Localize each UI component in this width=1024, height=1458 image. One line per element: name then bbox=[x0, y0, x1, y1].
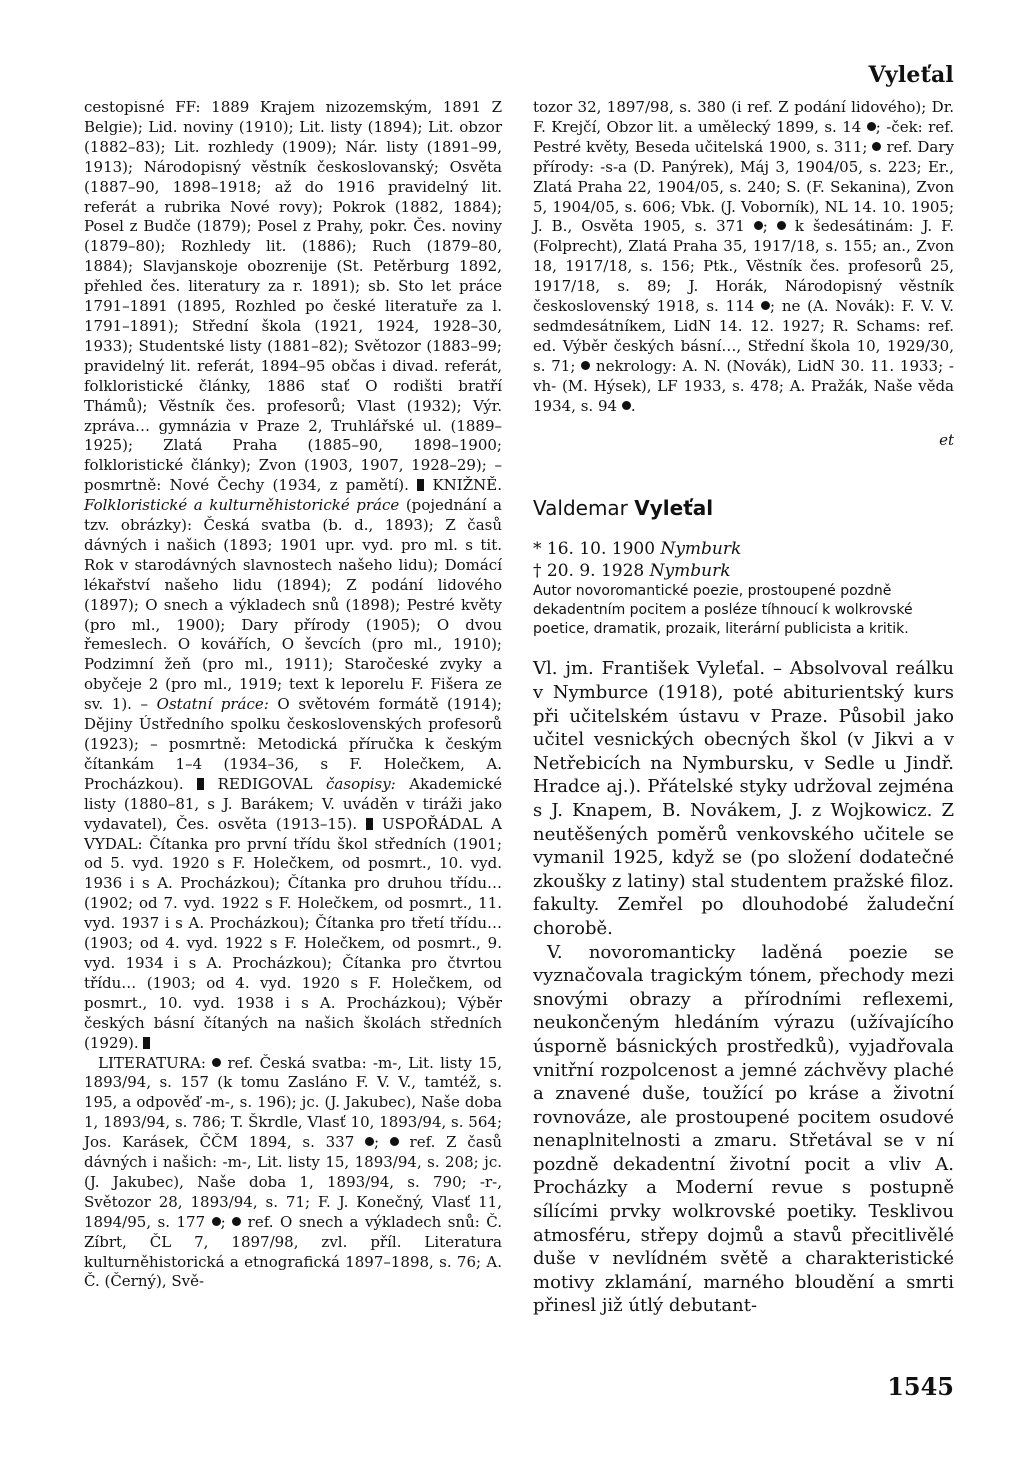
section-square-icon bbox=[417, 479, 424, 491]
entry-dates bbox=[533, 538, 954, 582]
death-place: Nymburk bbox=[649, 561, 731, 582]
birth-date: * 16. 10. 1900 bbox=[533, 539, 656, 560]
literature-continuation: tozor 32, 1897/98, s. 380 (i ref. Z podání lidového); Dr. F. Krejčí, Obzor lit. a umělecký 1899, s. 14 ; -ček: ref. Pestré květy, Beseda učitelská 1900, s. 311; ref. Dary přírody: -s-a (D. Panýrek), Máj 3, 1904/05, s. 223; Er., Zlatá Praha 22, 1904/05, s. 240; S. (F. Sekanina), Zvon 5, 1904/05, s. 606; Vbk. (J. Voborník), NL 14. 10. 1905; J. B., Osvěta 1905, s. 371 ; k šedesátinám: J. F. (Folprecht), Zlatá Praha 35, 1917/18, s. 155; an., Zvon 18, 1917/18, s. 156; Ptk., Věstník čes. profesorů 25, 1917/18, s. 89; J. Horák, Národopisný věstník československý 1918, s. 114 ; ne (A. Novák): F. V. V. sedmdesátníkem, LidN 14. 12. 1927; R. Schams: ref. ed. Výběr českých básní…, Střední škola 10, 1929/30, s. 71; nekrology: A. N. (Novák), LidN 30. 11. 1933; -vh- (M. Hýsek), LF 1933, s. 478; A. Pražák, Naše věda 1934, s. 94 . bbox=[533, 98, 954, 415]
literature-text-3: ref. O snech a výkladech snů: Č. Zíbrt, ČL 7, 1897/98, zvl. příl. Literatura kulturněhistorická a etnografická 1897–1898, s. 76; A. Č. (Černý), Svě- bbox=[84, 1212, 503, 1291]
right-column bbox=[533, 98, 954, 1318]
bullet-dot-icon bbox=[212, 1217, 221, 1226]
page-number: 1545 bbox=[887, 1372, 954, 1401]
author-signature: et bbox=[939, 430, 954, 449]
bullet-dot-icon bbox=[622, 401, 631, 410]
periodicals-text: cestopisné FF: 1889 Krajem nizozemským, 1891 Z Belgie); Lid. noviny (1910); Lit. listy (1894); Lit. obzor (1882–83); Lit. rozhledy (1909); Nár. listy (1891–99, 1913); Národopisný věstník českoslovanský; Osvěta (1887–90, 1898–1918; až do 1916 pravidelný lit. referát a rubrika Nové rovy); Pokrok (1882, 1884); Posel z Budče (1879); Posel z Prahy, pokr. Čes. noviny (1879–80); Rozhledy lit. (1886); Ruch (1879–80, 1884); Slavjanskoje obozrenije (St. Petěrburg 1892, přehled čes. literatury za r. 1891); sb. Sto let práce 1791–1891 (1895, Rozhled po české literatuře za l. 1791–1891); Střední škola (1921, 1924, 1928–30, 1933); Studentské listy (1881–82); Světozor (1883–99; pravidelný lit. referát, 1894–95 občas i divad. referát, folkloristické články, 1886 stať O rodišti bratří Thámů); Věstník čes. profesorů; Vlast (1932); Výr. zpráva… gymnázia v Praze 2, Truhlářské ul. (1889–1925); Zlatá Praha (1885–90, 1898–1900; folkloristické články); Zvon (1903, 1907, 1928–29); – posmrtně: Nové Čechy (1934, z pamětí). bbox=[84, 98, 502, 495]
entry-surname: Vyleťal bbox=[634, 496, 714, 521]
folklore-works-label: Folkloristické a kulturněhistorické práce bbox=[84, 496, 400, 515]
bullet-dot-icon bbox=[761, 301, 770, 310]
edited-label: REDIGOVAL bbox=[217, 774, 327, 793]
folklore-works-text: (pojednání a tzv. obrázky): Česká svatba (b. d., 1893); Z časů dávných i našich (1893; 1901 upr. vyd. pro ml. s tit. Rok v starodávných slavnostech našeho lidu); Domácí lékařství našeho lidu (1894); Z podání lidového (1897); O snech a výkladech snů (1898); Pestré květy (pro ml., 1900); Dary přírody (1905); O dvou řemeslech. O kovářích, O ševcích (pro ml., 1910); Podzimní žeň (pro ml., 1911); Staročeské zvyky a obyčeje 2 (pro ml., 1919; text k leporelu F. Fišera ze sv. 1). – bbox=[84, 496, 502, 714]
lit-cont-4: k šedesátinám: J. F. (Folprecht), Zlatá Praha 35, 1917/18, s. 155; an., Zvon 18, 1917/18, s. 156; Ptk., Věstník čes. profesorů 25, 1917/18, s. 89; J. Horák, Národopisný věstník československý 1918, s. 114 bbox=[533, 217, 954, 316]
birth-line bbox=[533, 538, 954, 560]
running-head: Vyleťal bbox=[868, 62, 954, 88]
section-square-icon bbox=[197, 778, 204, 790]
bibliography-paragraph bbox=[84, 98, 502, 1054]
lit-cont-2: ; -ček: ref. Pestré květy, Beseda učitelská 1900, s. 311; bbox=[533, 117, 954, 156]
literature-label: LITERATURA: bbox=[98, 1053, 213, 1072]
bullet-dot-icon bbox=[867, 122, 876, 131]
lit-cont-5: ; ne (A. Novák): F. V. V. sedmdesátníkem, LidN 14. 12. 1927; R. Schams: ref. ed. Výběr českých básní…, Střední škola 10, 1929/30, s. 71; bbox=[533, 297, 954, 375]
bullet-dot-icon bbox=[390, 1137, 399, 1146]
lit-cont-1: tozor 32, 1897/98, s. 380 (i ref. Z podání lidového); Dr. F. Krejčí, Obzor lit. a umělecký 1899, s. 14 bbox=[533, 98, 954, 136]
lit-cont-6: nekrology: A. N. (Novák), LidN 30. 11. 1933; -vh- (M. Hýsek), LF 1933, s. 478; A. Pražák, Naše věda 1934, s. 94 bbox=[533, 356, 954, 415]
bullet-dot-icon bbox=[212, 1058, 221, 1067]
bullet-dot-icon bbox=[777, 221, 786, 230]
birth-place: Nymburk bbox=[660, 539, 742, 560]
left-column bbox=[84, 98, 502, 1292]
biography-paragraph-2: V. novoromanticky laděná poezie se vyznačovala tragickým tónem, přechody mezi snovými obrazy a přírodními reflexemi, neukončeným hledáním výrazu (užívajícího úsporně básnických prostředků), vyjadřovala vnitřní rozpolcenost a jemné záchvěvy plaché a znavené duše, toužící po kráse a životní rovnováze, ale prostoupené pocitem osudové nenaplnitelnosti a zmaru. Střetával se v ní pozdně dekadentní životní pocit a vliv A. Procházky a Moderní revue s postupně sílícími prvky wolkrovské poetiky. Tesklivou atmosféru, střepy dojmů a stavů přecitlivělé duše v nevlídném světě a charakteristické motivy zklamání, marného bloudění a smrti přinesl již útlý debutant- bbox=[533, 941, 954, 1317]
lit-cont-3: ref. Dary přírody: -s-a (D. Panýrek), Máj 3, 1904/05, s. 223; Er., Zlatá Praha 22, 1904/05, s. 240; S. (F. Sekanina), Zvon 5, 1904/05, s. 606; Vbk. (J. Voborník), NL 14. 10. 1905; J. B., Osvěta 1905, s. 371 bbox=[533, 137, 954, 236]
death-date: † 20. 9. 1928 bbox=[533, 561, 645, 582]
death-line bbox=[533, 560, 954, 582]
literature-paragraph: LITERATURA: ref. Česká svatba: -m-, Lit. listy 15, 1893/94, s. 157 (k tomu Zasláno F. V. V., tamtéž, s. 195, a odpověď -m-, s. 196); jc. (J. Jakubec), Naše doba 1, 1893/94, s. 786; T. Škrdle, Vlasť 10, 1893/94, s. 564; Jos. Karásek, ČČM 1894, s. 337 ; ref. Z časů dávných i našich: -m-, Lit. listy 15, 1893/94, s. 208; jc. (J. Jakubec), Naše doba 1, 1893/94, s. 790; -r-, Světozor 28, 1893/94, s. 71; F. J. Konečný, Vlasť 11, 1894/95, s. 177 ; ref. O snech a výkladech snů: Č. Zíbrt, ČL 7, 1897/98, zvl. příl. Literatura kulturněhistorická a etnografická 1897–1898, s. 76; A. Č. (Černý), Svě- bbox=[84, 1053, 503, 1291]
section-square-icon bbox=[366, 818, 373, 830]
bullet-dot-icon bbox=[365, 1137, 374, 1146]
literature-text-2: ref. Z časů dávných i našich: -m-, Lit. listy 15, 1893/94, s. 208; jc. (J. Jakubec), Naše doba 1, 1893/94, s. 790; -r-, Světozor 28, 1893/94, s. 71; F. J. Konečný, Vlasť 11, 1894/95, s. 177 bbox=[84, 1133, 502, 1231]
section-square-icon bbox=[143, 1037, 150, 1049]
other-works-text: O světovém formátě (1914); Dějiny Ústředního spolku československých profesorů (1923); – posmrtně: Metodická příručka k českým čítankám 1–4 (1934–36, s F. Holečkem, A. Procházkou). bbox=[84, 695, 502, 793]
compiled-text: USPOŘÁDAL A VYDAL: Čítanka pro první třídu škol středních (1901; od 5. vyd. 1920 s F. Holečkem, od posmrt., 10. vyd. 1936 i s A. Procházkou); Čítanka pro druhou třídu… (1902; od 7. vyd. 1922 s F. Holečkem, od posmrt., 11. vyd. 1937 i s A. Procházkou); Čítanka pro třetí třídu… (1903; od 4. vyd. 1922 s F. Holečkem, od posmrt., 9. vyd. 1934 i s A. Procházkou); Čítanka pro čtvrtou třídu… (1903; od 4. vyd. 1920 s F. Holečkem, od posmrt., 10. vyd. 1938 i s A. Procházkou); Výběr českých básní čítaných na našich školách středních (1929). bbox=[84, 814, 502, 1052]
entry-heading bbox=[533, 496, 954, 520]
other-works-label: Ostatní práce: bbox=[156, 695, 269, 714]
journals-text: Akademické listy (1880–81, s J. Barákem; V. uváděn v tiráži jako vydavatel), Čes. osvěta (1913–15). bbox=[84, 774, 502, 833]
biography bbox=[533, 657, 954, 1318]
bullet-dot-icon bbox=[581, 361, 590, 370]
journals-label: časopisy: bbox=[326, 774, 396, 793]
entry-first-name: Valdemar bbox=[533, 496, 628, 521]
literature-text-1: ref. Česká svatba: -m-, Lit. listy 15, 1893/94, s. 157 (k tomu Zasláno F. V. V., tamtéž, s. 195, a odpověď -m-, s. 196); jc. (J. Jakubec), Naše doba 1, 1893/94, s. 786; T. Škrdle, Vlasť 10, 1893/94, s. 564; Jos. Karásek, ČČM 1894, s. 337 bbox=[84, 1053, 502, 1152]
bullet-dot-icon bbox=[754, 221, 763, 230]
bullet-dot-icon bbox=[232, 1217, 241, 1226]
knizne-label: KNIŽNĚ. bbox=[432, 476, 502, 495]
biography-paragraph-1: Vl. jm. František Vyleťal. – Absolvoval reálku v Nymburce (1918), poté abiturientský kurs při učitelském ústavu v Praze. Působil jako učitel vesnických obecných škol (v Jikvi a v Netřebicích na Nymbursku, v Sedle u Jindř. Hradce aj.). Přátelské styky udržoval zejména s J. Knapem, B. Novákem, J. z Wojkowicz. Z neutěšených poměrů venkovského učitele se vymanil 1925, když se (po složení dodatečné zkoušky z latiny) stal studentem pražské filoz. fakulty. Zemřel po dlouhodobé žaludeční chorobě. bbox=[533, 658, 954, 939]
entry-annotation: Autor novoromantické poezie, prostoupené pozdně dekadentním pocitem a posléze tíhnoucí k wolkrovské poetice, dramatik, prozaik, literární publicista a kritik. bbox=[533, 583, 913, 638]
